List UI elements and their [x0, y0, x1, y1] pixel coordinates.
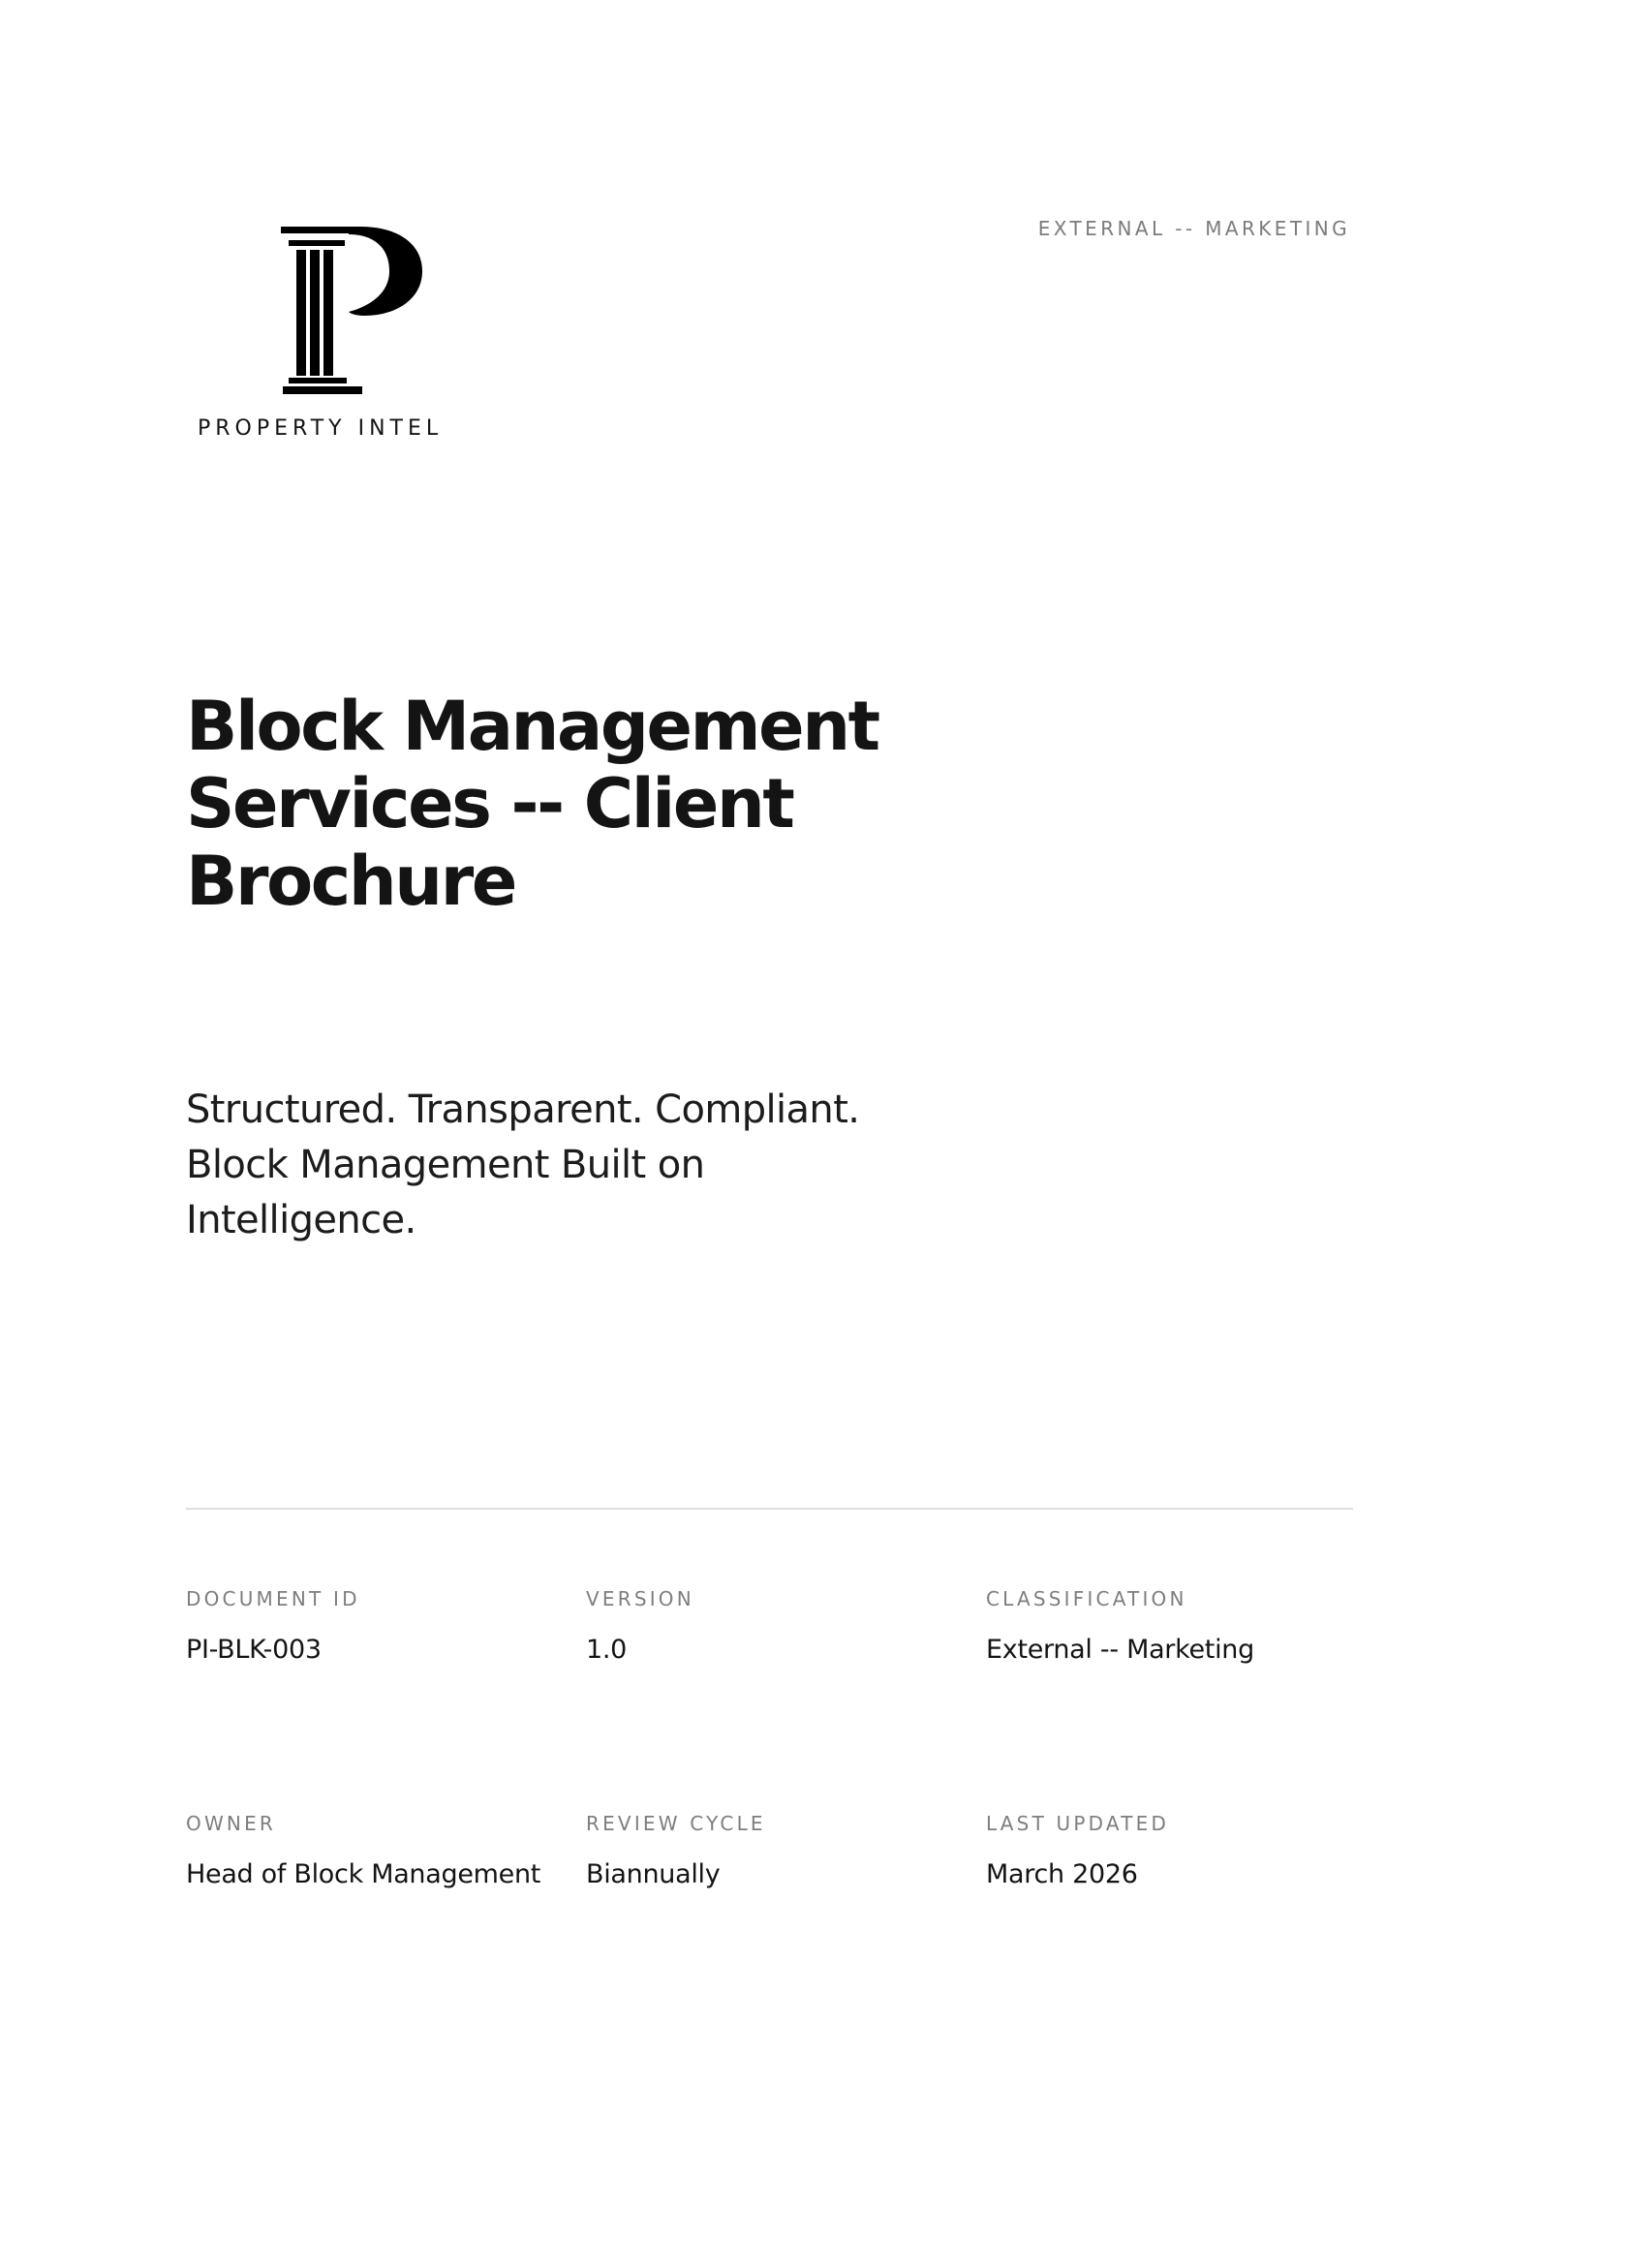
- meta-value: March 2026: [986, 1859, 1138, 1889]
- meta-value: 1.0: [586, 1635, 628, 1665]
- meta-classification: [986, 1584, 1373, 1668]
- meta-label: VERSION: [586, 1587, 694, 1610]
- meta-value: PI-BLK-003: [186, 1635, 322, 1665]
- meta-label: REVIEW CYCLE: [586, 1812, 766, 1835]
- meta-version: [586, 1584, 973, 1668]
- meta-value: Biannually: [586, 1859, 721, 1889]
- document-subtitle: Structured. Transparent. Compliant. Block Management Built on Intelligence.: [186, 1088, 860, 1242]
- pillar-p-logo-icon: [281, 227, 424, 395]
- meta-label: OWNER: [186, 1812, 277, 1835]
- meta-owner: [186, 1809, 573, 1892]
- meta-review-cycle: [586, 1809, 973, 1892]
- meta-label: DOCUMENT ID: [186, 1587, 360, 1610]
- meta-value: Head of Block Management: [186, 1859, 541, 1889]
- classification-header-label: EXTERNAL -- MARKETING: [1037, 217, 1350, 240]
- section-divider: [186, 1508, 1353, 1510]
- meta-value: External -- Marketing: [986, 1635, 1254, 1665]
- meta-document-id: [186, 1584, 573, 1668]
- brand-name: PROPERTY INTEL: [198, 416, 444, 441]
- meta-label: LAST UPDATED: [986, 1812, 1170, 1835]
- meta-last-updated: [986, 1809, 1373, 1892]
- document-title: Block Management Services -- Client Brochure: [186, 687, 878, 921]
- meta-label: CLASSIFICATION: [986, 1587, 1187, 1610]
